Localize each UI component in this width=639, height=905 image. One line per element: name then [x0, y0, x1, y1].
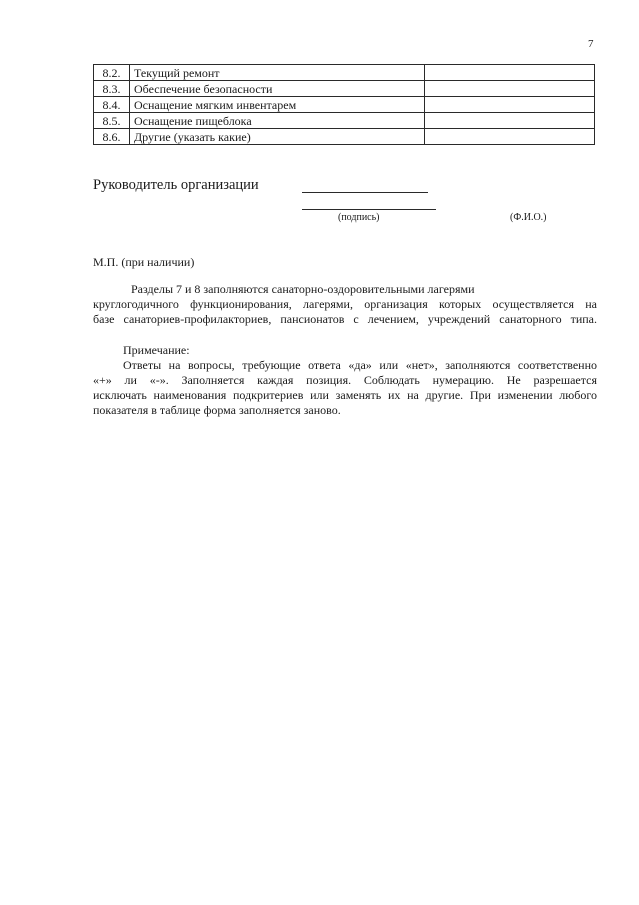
fio-caption: (Ф.И.О.)	[510, 212, 547, 223]
remark-title: Примечание:	[123, 343, 190, 357]
row-number: 8.3.	[94, 81, 130, 97]
remark-line: «+» ли «-». Заполняется каждая позиция. Соблюдать нумерацию. Не разрешается	[93, 373, 597, 387]
page-number: 7	[588, 38, 594, 50]
signature-line[interactable]	[302, 192, 428, 193]
table-row	[94, 97, 595, 113]
row-label: Обеспечение безопасности	[130, 81, 425, 97]
row-value-cell[interactable]	[425, 65, 595, 81]
row-number: 8.4.	[94, 97, 130, 113]
stamp-note: М.П. (при наличии)	[93, 255, 195, 269]
row-number: 8.5.	[94, 113, 130, 129]
remark-paragraph	[93, 343, 597, 418]
signature-caption: (подпись)	[338, 212, 380, 223]
sections-note-paragraph	[93, 282, 597, 327]
row-label: Другие (указать какие)	[130, 129, 425, 145]
sections-note-line: круглогодичного функционирования, лагерями, организация которых осуществляется на	[93, 297, 597, 311]
remark-line: исключать наименования подкритериев или заменять их на другие. При изменении любого	[93, 388, 597, 402]
row-value-cell[interactable]	[425, 97, 595, 113]
signature-underline	[302, 209, 436, 210]
row-value-cell[interactable]	[425, 129, 595, 145]
row-value-cell[interactable]	[425, 81, 595, 97]
row-label: Оснащение мягким инвентарем	[130, 97, 425, 113]
sections-note-line: Разделы 7 и 8 заполняются санаторно-оздоровительными лагерями	[131, 282, 475, 296]
row-number: 8.6.	[94, 129, 130, 145]
row-value-cell[interactable]	[425, 113, 595, 129]
row-label: Текущий ремонт	[130, 65, 425, 81]
table-row	[94, 113, 595, 129]
table-row	[94, 81, 595, 97]
row-label: Оснащение пищеблока	[130, 113, 425, 129]
row-number: 8.2.	[94, 65, 130, 81]
table-row	[94, 65, 595, 81]
table-row	[94, 129, 595, 145]
remark-line: показателя в таблице форма заполняется заново.	[93, 403, 341, 417]
remark-line: Ответы на вопросы, требующие ответа «да» или «нет», заполняются соответственно	[123, 358, 597, 372]
signature-title: Руководитель организации	[93, 177, 259, 193]
sections-note-line: базе санаториев-профилакториев, пансионатов с лечением, учреждений санаторного типа.	[93, 312, 597, 326]
sections-table	[93, 64, 595, 145]
